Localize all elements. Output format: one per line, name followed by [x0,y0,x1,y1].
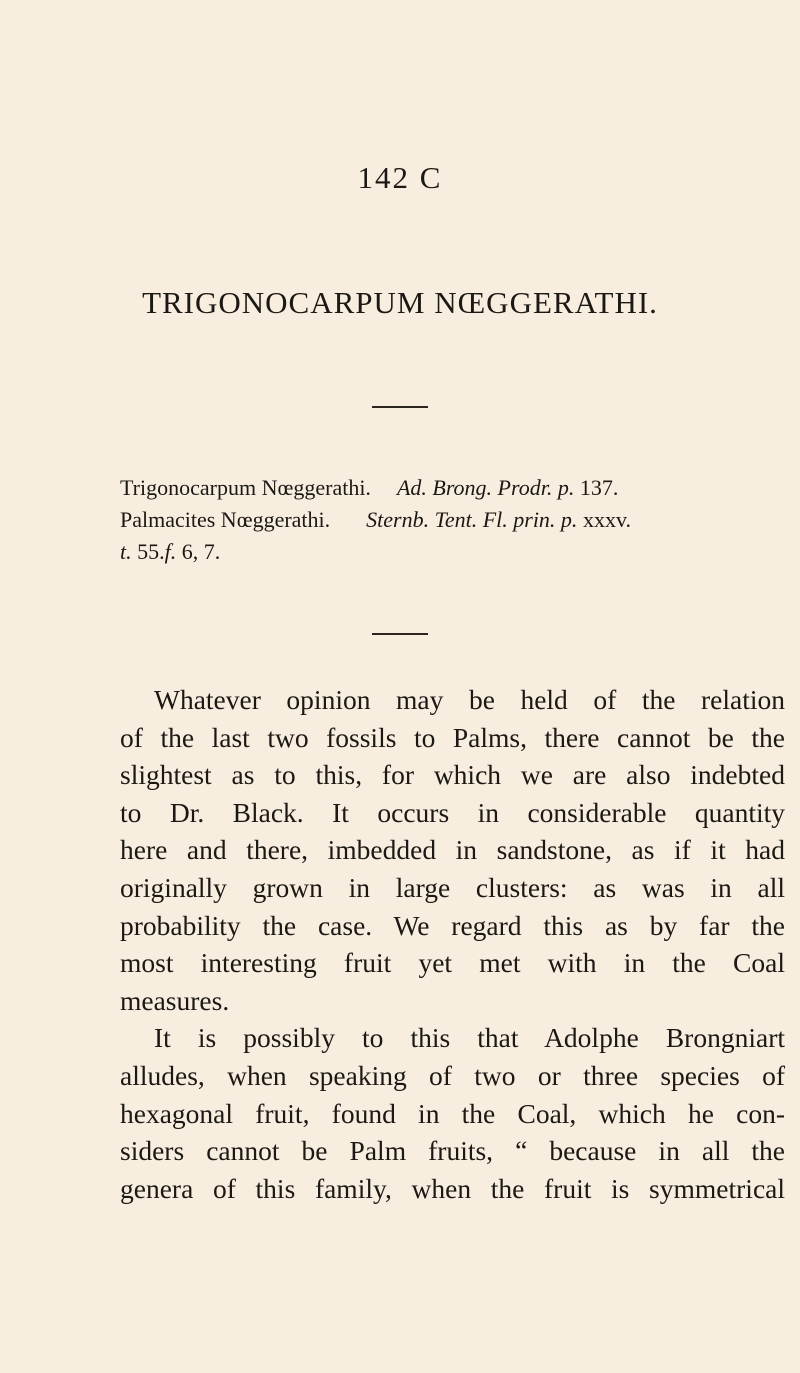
figure-value: 6, 7. [181,539,221,564]
body-line: Whatever opinion may be held of the relation [154,684,785,715]
synonymy-line-3 [120,536,760,568]
body-line: alludes, when speaking of two or three species of [120,1059,785,1091]
synonymy-line-2 [120,504,760,536]
body-line: slightest as to this, for which we are also indebted [120,759,785,791]
body-text [120,681,785,1207]
divider-bottom [372,633,428,635]
synonym-page: xxxv. [582,507,632,532]
body-line: siders cannot be Palm fruits, “ because in all the [120,1135,785,1167]
page-number: 142 C [357,160,443,195]
page-title: TRIGONOCARPUM NŒGGERATHI. [142,285,658,320]
body-line: measures. [120,984,230,1016]
body-line: originally grown in large clusters: as was in all [120,871,785,903]
divider-top [372,406,428,408]
figure-label: f. [164,539,177,564]
body-line: of the last two fossils to Palms, there cannot be the [120,721,785,753]
body-line: hexagonal fruit, found in the Coal, which he con- [120,1097,785,1129]
synonym-page: 137. [579,475,619,500]
body-line: to Dr. Black. It occurs in considerable quantity [120,796,785,828]
synonym-reference: Ad. Brong. Prodr. p. [396,475,575,500]
synonym-name: Palmacites Nœggerathi. [120,507,331,532]
synonymy-line-1 [120,472,760,504]
plate-label: t. [120,539,132,564]
synonym-name: Trigonocarpum Nœggerathi. [120,475,371,500]
body-line: It is possibly to this that Adolphe Brongniart [154,1022,785,1054]
plate-value: 55. [137,539,165,564]
body-line: probability the case. We regard this as by far the [120,909,785,941]
body-line: genera of this family, when the fruit is symmetrical [120,1172,785,1204]
body-line: most interesting fruit yet met with in the Coal [120,947,785,979]
synonymy-block [120,472,760,568]
body-line: here and there, imbedded in sandstone, as if it had [120,834,785,866]
synonym-reference: Sternb. Tent. Fl. prin. p. [366,507,578,532]
